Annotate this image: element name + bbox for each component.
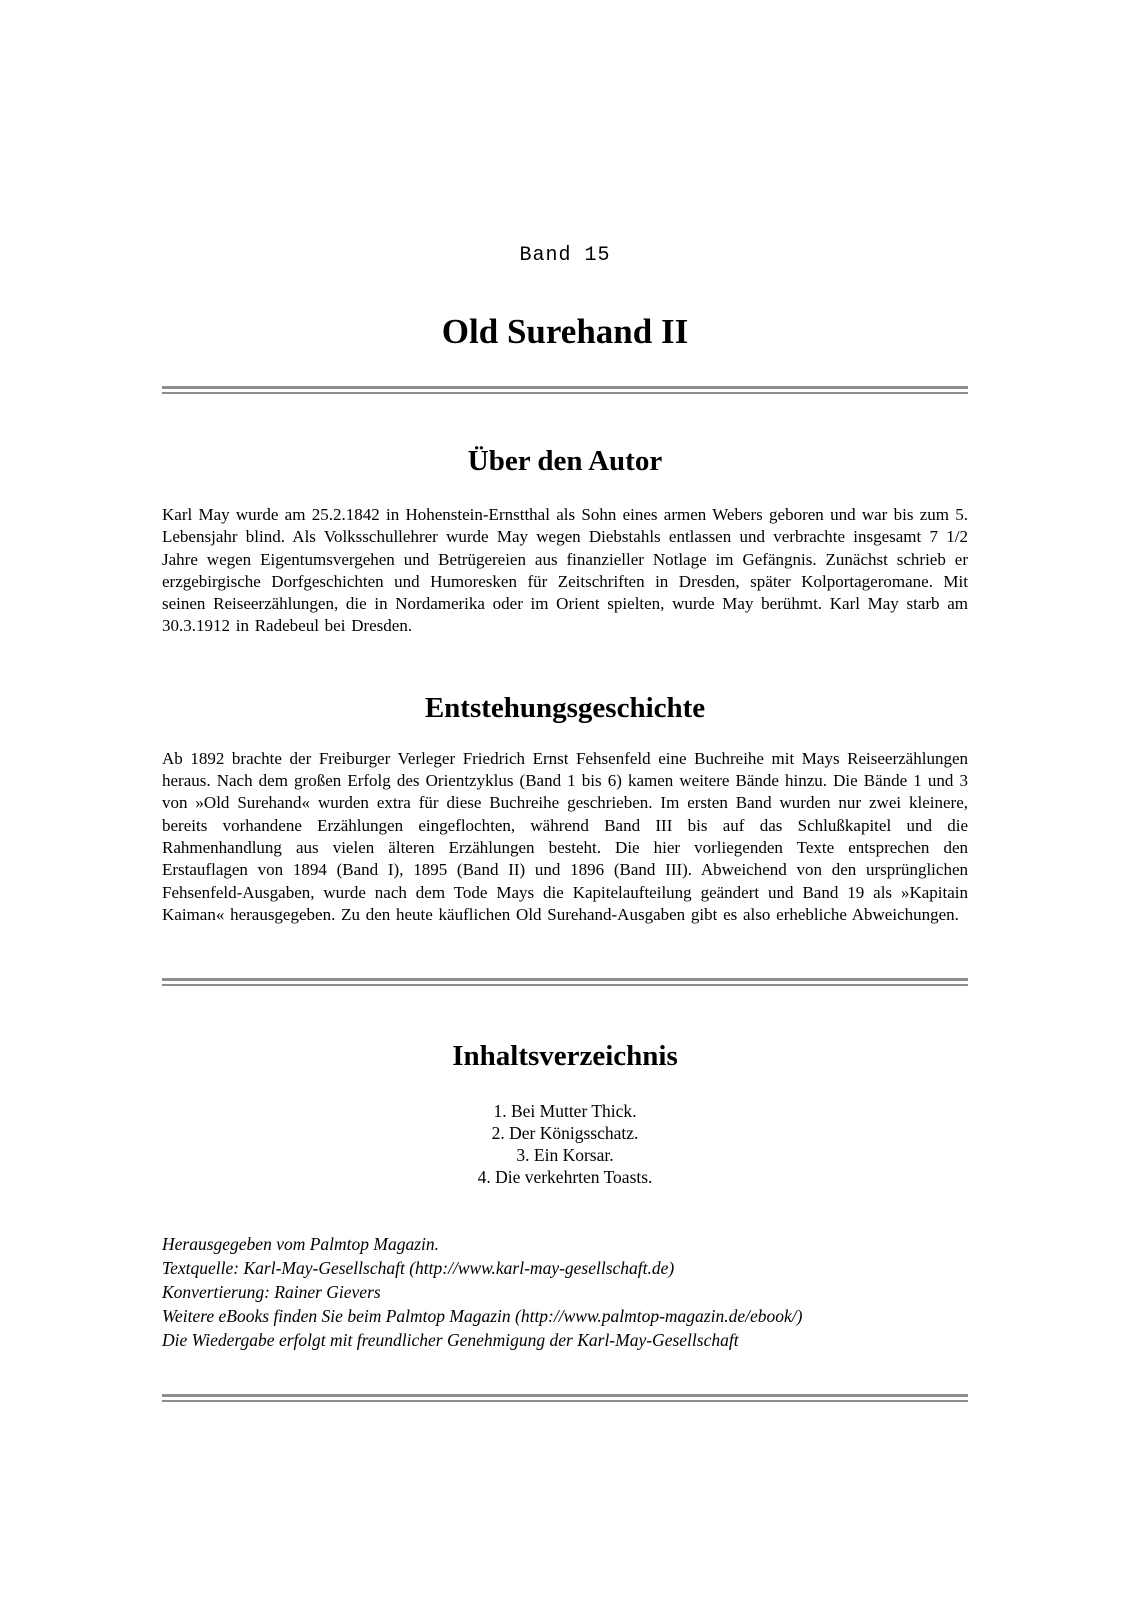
divider-rule-middle — [162, 978, 968, 986]
divider-rule-top — [162, 386, 968, 394]
section-heading-genesis: Entstehungsgeschichte — [424, 691, 706, 724]
toc-item: 3. Ein Korsar. — [516, 1145, 614, 1166]
toc-item: 4. Die verkehrten Toasts. — [477, 1167, 653, 1188]
toc-item: 2. Der Königsschatz. — [491, 1123, 639, 1144]
section-heading-toc: Inhaltsverzeichnis — [452, 1040, 678, 1073]
document-page — [162, 0, 968, 1402]
genesis-paragraph: Ab 1892 brachte der Freiburger Verleger Friedrich Ernst Fehsenfeld eine Buchreihe mit Mays Reiseerzählungen heraus. Nach dem großen Erfolg des Orientzyklus (Band 1 bis 6) kamen weitere Bände hinzu. Die Bände 1 und 3 von »Old Surehand« wurden extra für diese Buchreihe geschrieben. Im ersten Band wurden nur zwei kleinere, bereits vorhandene Erzählungen eingeflochten, während Band III bis auf das Schlußkapitel und die Rahmenhandlung aus vielen älteren Erzählungen besteht. Die hier vorliegenden Texte entsprechen den Erstauflagen von 1894 (Band I), 1895 (Band II) und 1896 (Band III). Abweichend von den ursprünglichen Fehsenfeld-Ausgaben, wurde nach dem Tode Mays die Kapitelaufteilung geändert und Band 19 als »Kapitain Kaiman« herausgegeben. Zu den heute käuflichen Old Surehand-Ausgaben gibt es also erhebliche Abweichungen. — [162, 748, 968, 924]
table-of-contents — [162, 1100, 968, 1188]
colophon-line: Textquelle: Karl-May-Gesellschaft (http://www.karl-may-gesellschaft.de) — [162, 1258, 675, 1279]
colophon-line: Herausgegeben vom Palmtop Magazin. — [162, 1234, 440, 1255]
divider-rule-bottom — [162, 1394, 968, 1402]
colophon-line: Die Wiedergabe erfolgt mit freundlicher Genehmigung der Karl-May-Gesellschaft — [162, 1330, 739, 1351]
band-label: Band 15 — [519, 244, 611, 267]
book-title: Old Surehand II — [441, 312, 689, 351]
section-heading-about-author: Über den Autor — [467, 445, 663, 477]
about-author-paragraph: Karl May wurde am 25.2.1842 in Hohenstein-Ernstthal als Sohn eines armen Webers geboren und war bis zum 5. Lebensjahr blind. Als Volksschullehrer wurde May wegen Diebstahls entlassen und verbrachte insgesamt 7 1/2 Jahre wegen Eigentumsvergehen und Betrügereien aus finanzieller Notlage im Gefängnis. Zunächst schrieb er erzgebirgische Dorfgeschichten und Humoresken für Zeitschriften in Dresden, später Kolportageromane. Mit seinen Reiseerzählungen, die in Nordamerika oder im Orient spielten, wurde May berühmt. Karl May starb am 30.3.1912 in Radebeul bei Dresden. — [162, 505, 968, 636]
colophon-line: Konvertierung: Rainer Gievers — [162, 1282, 381, 1303]
colophon-line: Weitere eBooks finden Sie beim Palmtop Magazin (http://www.palmtop-magazin.de/ebook/) — [162, 1306, 803, 1327]
toc-item: 1. Bei Mutter Thick. — [493, 1101, 637, 1122]
colophon — [162, 1232, 968, 1352]
